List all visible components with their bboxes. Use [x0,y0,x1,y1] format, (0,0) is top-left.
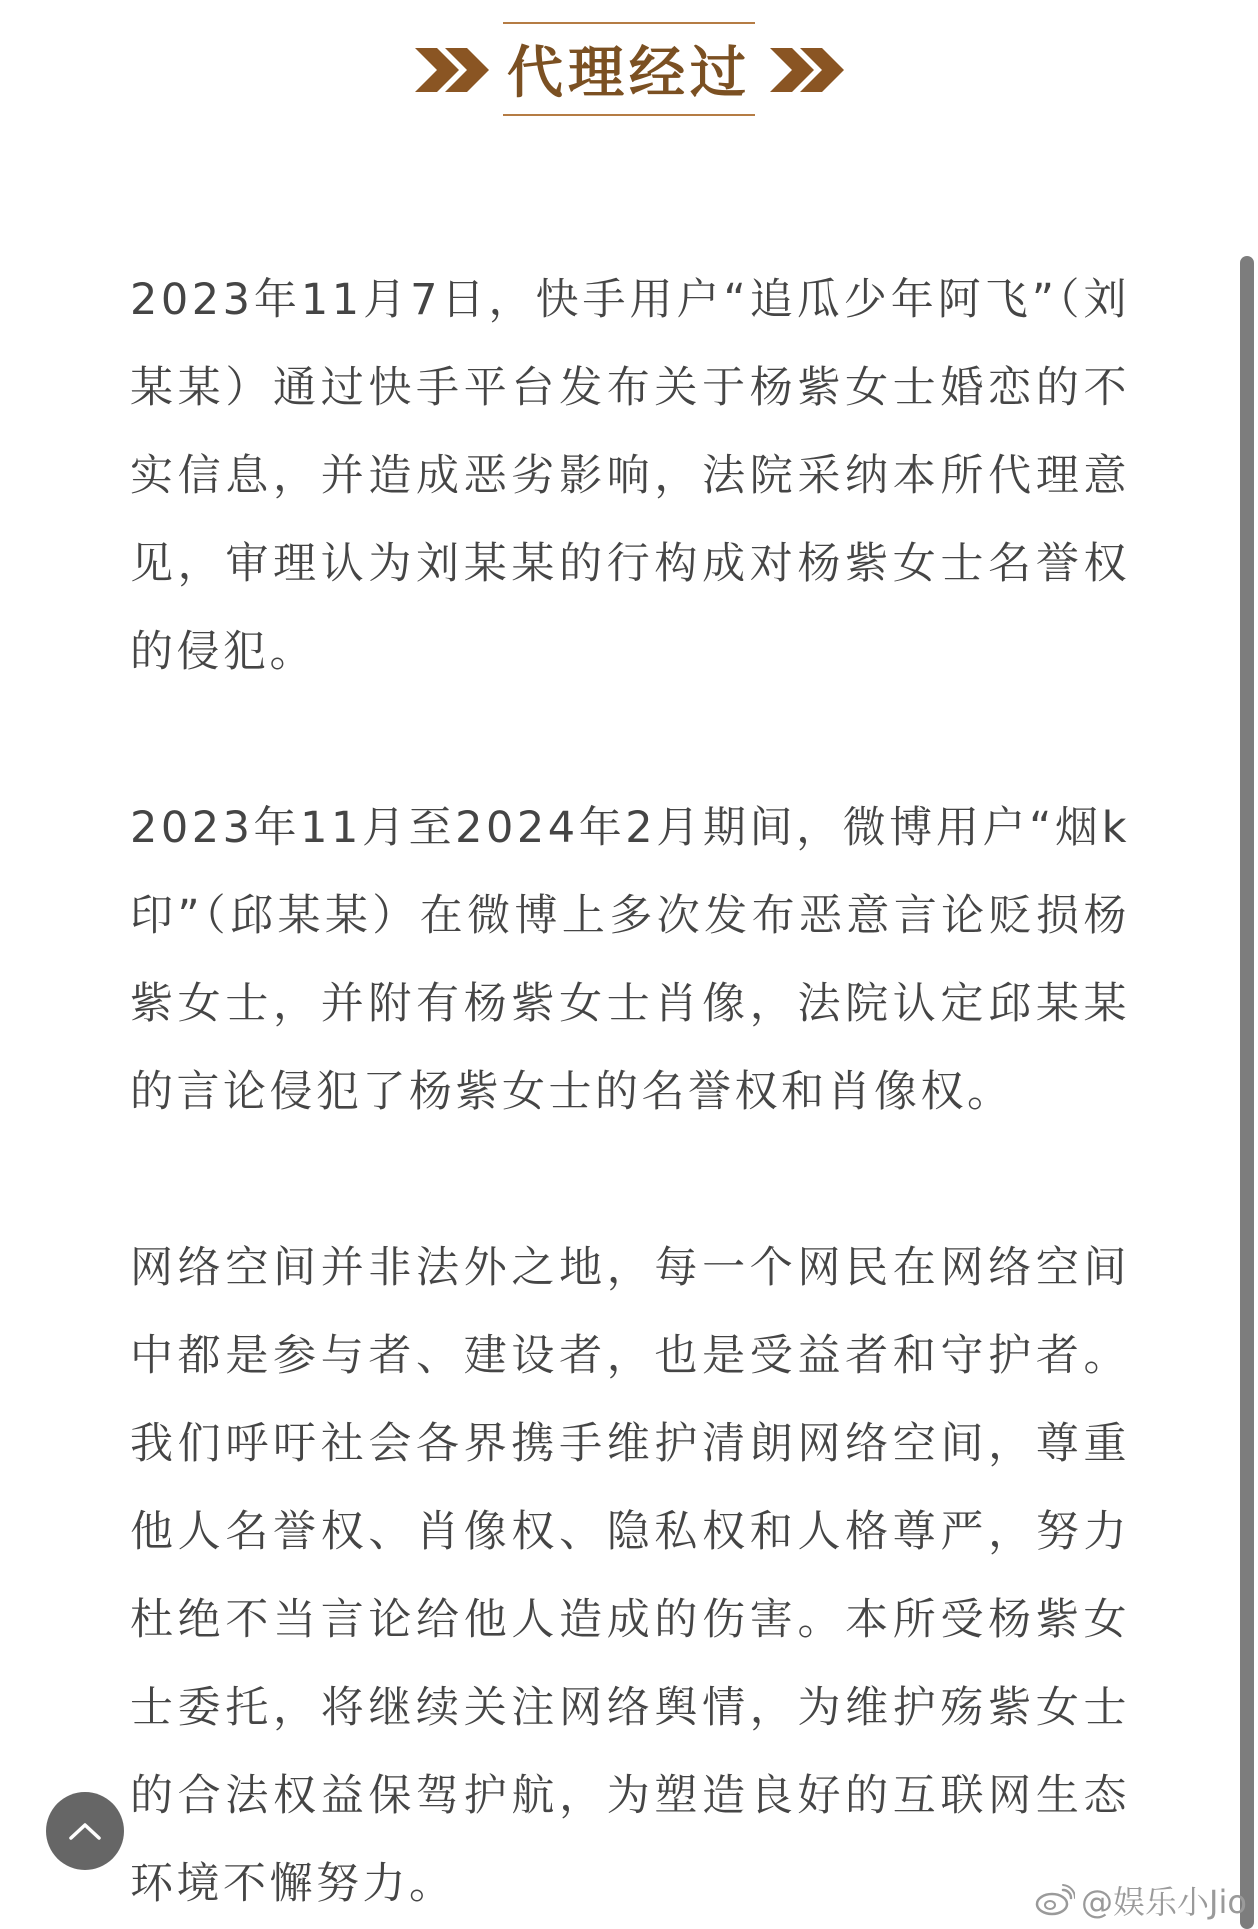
section-title-frame [503,22,755,116]
double-chevron-right-icon [415,40,495,100]
back-to-top-button[interactable] [46,1792,124,1870]
double-chevron-right-icon [770,40,850,100]
article-paragraph: 2023年11月至2024年2月期间，微博用户“烟k印”（邱某某）在微博上多次发布恶意言论贬损杨紫女士，并附有杨紫女士肖像，法院认定邱某某的言论侵犯了杨紫女士的名誉权和肖像权。 [130,803,1130,1117]
article-paragraph: 网络空间并非法外之地，每一个网民在网络空间中都是参与者、建设者，也是受益者和守护者。我们呼吁社会各界携手维护清朗网络空间，尊重他人名誉权、肖像权、隐私权和人格尊严，努力杜绝不当言论给他人造成的伤害。本所受杨紫女士委托，将继续关注网络舆情，为维护殇紫女士的合法权益保驾护航，为塑造良好的互联网生态环境不懈努力。 [130,1243,1130,1909]
section-title: 代理经过 [507,41,751,106]
weibo-icon [1035,1884,1075,1916]
article-paragraph: 2023年11月7日，快手用户“追瓜少年阿飞”（刘某某）通过快手平台发布关于杨紫女士婚恋的不实信息，并造成恶劣影响，法院采纳本所代理意见，审理认为刘某某的行构成对杨紫女士名誉权的侵犯。 [130,275,1130,677]
section-header [0,0,1258,130]
watermark [1035,1880,1247,1920]
watermark-text: @娱乐小Jio [1081,1883,1247,1921]
scrollbar[interactable] [1240,256,1254,1929]
chevron-up-icon [68,1821,102,1841]
